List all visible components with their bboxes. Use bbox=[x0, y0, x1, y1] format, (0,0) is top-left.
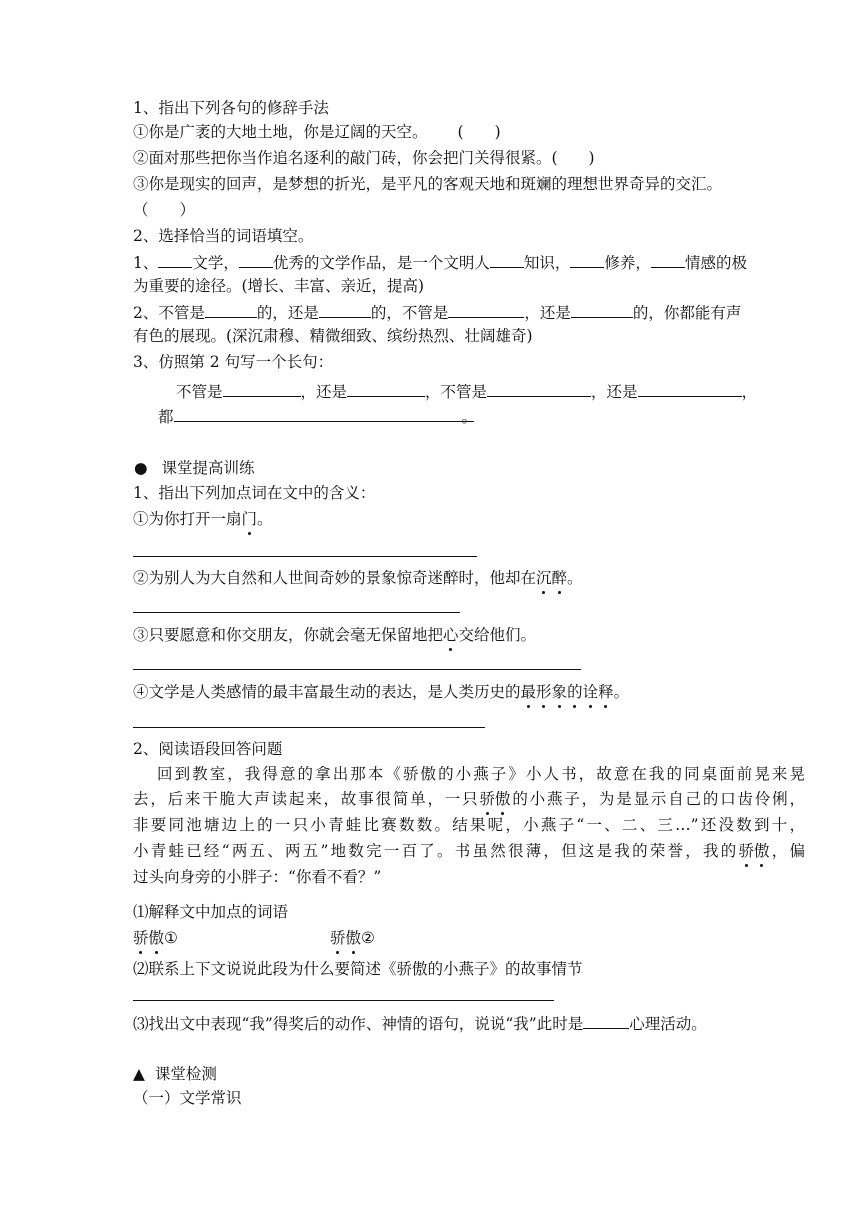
emphasized-word bbox=[479, 790, 510, 808]
passage-line-2: 去，后来干脆大声读起来，故事很简单，一只骄傲的小燕子，为是显示自己的口齿伶俐， bbox=[133, 790, 805, 808]
question-2-1: 1、 文学， 优秀的文学作品，是一个文明人 知识， 修养， 情感的极 bbox=[133, 254, 747, 272]
emphasized-char: 骄 bbox=[330, 929, 346, 947]
emphasized-char: 形 bbox=[536, 683, 552, 701]
question-2-2: 2、不管是 的，还是 的，不管是 ，还是 的，你都能有声 bbox=[133, 304, 742, 322]
answer-line[interactable] bbox=[133, 669, 581, 670]
answer-line[interactable] bbox=[133, 727, 485, 728]
answer-line[interactable] bbox=[133, 1000, 554, 1001]
answer-blank[interactable] bbox=[570, 252, 604, 268]
section1-title: 1、指出下列各句的修辞手法 bbox=[133, 99, 329, 117]
passage-line-3: 非要同池塘边上的一只小青蛙比赛数数。结果呢，小燕子“一、二、三…”还没数到十， bbox=[133, 816, 805, 834]
training-item-2: ②为别人为大自然和人世间奇妙的景象惊奇迷醉时，他却在沉醉。 bbox=[133, 569, 583, 587]
training-sub1-title: 1、指出下列加点词在文中的含义： bbox=[133, 484, 376, 502]
answer-blank[interactable] bbox=[448, 302, 524, 318]
training-heading: ● 课堂提高训练 bbox=[134, 459, 255, 477]
emphasized-word bbox=[738, 842, 769, 860]
question-2-3-title: 3、仿照第 2 句写一个长句： bbox=[133, 353, 334, 371]
question-2-2-cont: 有色的展现。(深沉肃穆、精微细致、缤纷热烈、壮阔雄奇) bbox=[133, 327, 533, 345]
answer-blank[interactable] bbox=[571, 302, 633, 318]
emphasized-char: 醉 bbox=[551, 569, 568, 587]
emphasized-char: 傲 bbox=[494, 790, 511, 808]
passage-line-1: 回到教室，我得意的拿出那本《骄傲的小燕子》小人书，故意在我的同桌面前晃来晃 bbox=[157, 765, 805, 783]
question-1-3-paren: （ ） bbox=[133, 201, 196, 219]
emphasized-char: 象 bbox=[551, 683, 568, 701]
answer-blank[interactable] bbox=[583, 1013, 629, 1029]
answer-blank[interactable] bbox=[319, 302, 371, 318]
answer-blank[interactable] bbox=[651, 252, 685, 268]
reading-question-1-terms-2: 骄傲② bbox=[330, 929, 375, 947]
question-2-3-line2: 都 。 bbox=[158, 408, 478, 426]
triangle-icon: ▲ bbox=[133, 1065, 145, 1083]
emphasized-char: 傲 bbox=[345, 929, 362, 947]
reading-question-1-terms: 骄傲① bbox=[133, 929, 178, 947]
emphasized-word bbox=[521, 683, 614, 701]
bullet-icon: ● bbox=[134, 459, 148, 477]
emphasized-char: 骄 bbox=[738, 842, 754, 860]
emphasized-char: 最 bbox=[520, 683, 537, 701]
training-item-1: ①为你打开一扇门。 bbox=[133, 510, 273, 528]
question-1-3: ③你是现实的回声，是梦想的折光，是平凡的客观天地和斑斓的理想世界奇异的交汇。 bbox=[133, 175, 723, 193]
emphasized-char: 傲 bbox=[754, 842, 770, 860]
answer-line[interactable] bbox=[133, 612, 460, 613]
answer-blank[interactable] bbox=[347, 381, 425, 397]
answer-blank[interactable] bbox=[223, 381, 301, 397]
emphasized-word bbox=[330, 929, 361, 947]
answer-paren: ( ) bbox=[457, 123, 501, 141]
emphasized-word bbox=[536, 569, 567, 587]
emphasized-word: 门 bbox=[241, 510, 258, 528]
emphasized-char: 诠 bbox=[582, 683, 599, 701]
answer-line[interactable] bbox=[133, 556, 477, 557]
training-item-3: ③只要愿意和你交朋友，你就会毫无保留地把心交给他们。 bbox=[133, 626, 537, 644]
question-1-2: ②面对那些把你当作追名逐利的敲门砖，你会把门关得很紧。( ) bbox=[133, 149, 595, 167]
emphasized-char: 的 bbox=[567, 683, 583, 701]
question-1-1 bbox=[133, 122, 501, 142]
emphasized-char: 骄 bbox=[133, 929, 149, 947]
emphasized-word bbox=[133, 929, 164, 947]
emphasized-char: 释 bbox=[598, 683, 614, 701]
answer-blank[interactable] bbox=[174, 406, 474, 422]
answer-blank[interactable] bbox=[490, 252, 524, 268]
emphasized-word: 心 bbox=[443, 626, 459, 644]
answer-blank[interactable] bbox=[239, 252, 273, 268]
reading-question-2: ⑵联系上下文说说此段为什么要简述《骄傲的小燕子》的故事情节 bbox=[133, 960, 583, 978]
test-sub1: （一）文学常识 bbox=[133, 1089, 242, 1107]
emphasized-char: 傲 bbox=[148, 929, 165, 947]
question-2-3-line1: 不管是 ，还是 ，不管是 ，还是 ， bbox=[176, 383, 758, 401]
passage-line-4: 小青蛙已经“两五、两五”地数完一百了。书虽然很薄，但这是我的荣誉，我的骄傲，偏 bbox=[133, 842, 805, 860]
answer-blank[interactable] bbox=[158, 252, 192, 268]
reading-question-3: ⑶找出文中表现“我”得奖后的动作、神情的语句，说说“我”此时是 心理活动。 bbox=[133, 1015, 707, 1033]
question-2-1-cont: 为重要的途径。(增长、丰富、亲近，提高) bbox=[133, 277, 425, 295]
test-heading: ▲ 课堂检测 bbox=[133, 1065, 217, 1083]
reading-question-1: ⑴解释文中加点的词语 bbox=[133, 903, 289, 921]
emphasized-char: 骄 bbox=[479, 790, 495, 808]
emphasized-char: 沉 bbox=[536, 569, 552, 587]
question-text: ①你是广袤的大地土地，你是辽阔的天空。 bbox=[133, 123, 428, 141]
answer-blank[interactable] bbox=[205, 302, 257, 318]
passage-line-5: 过头向身旁的小胖子：“你看不看？” bbox=[133, 868, 382, 886]
training-sub2-title: 2、阅读语段回答问题 bbox=[133, 740, 283, 758]
training-item-4: ④文学是人类感情的最丰富最生动的表达，是人类历史的最形象的诠释。 bbox=[133, 683, 630, 701]
section2-title: 2、选择恰当的词语填空。 bbox=[133, 227, 314, 245]
answer-blank[interactable] bbox=[638, 381, 742, 397]
answer-blank[interactable] bbox=[487, 381, 591, 397]
